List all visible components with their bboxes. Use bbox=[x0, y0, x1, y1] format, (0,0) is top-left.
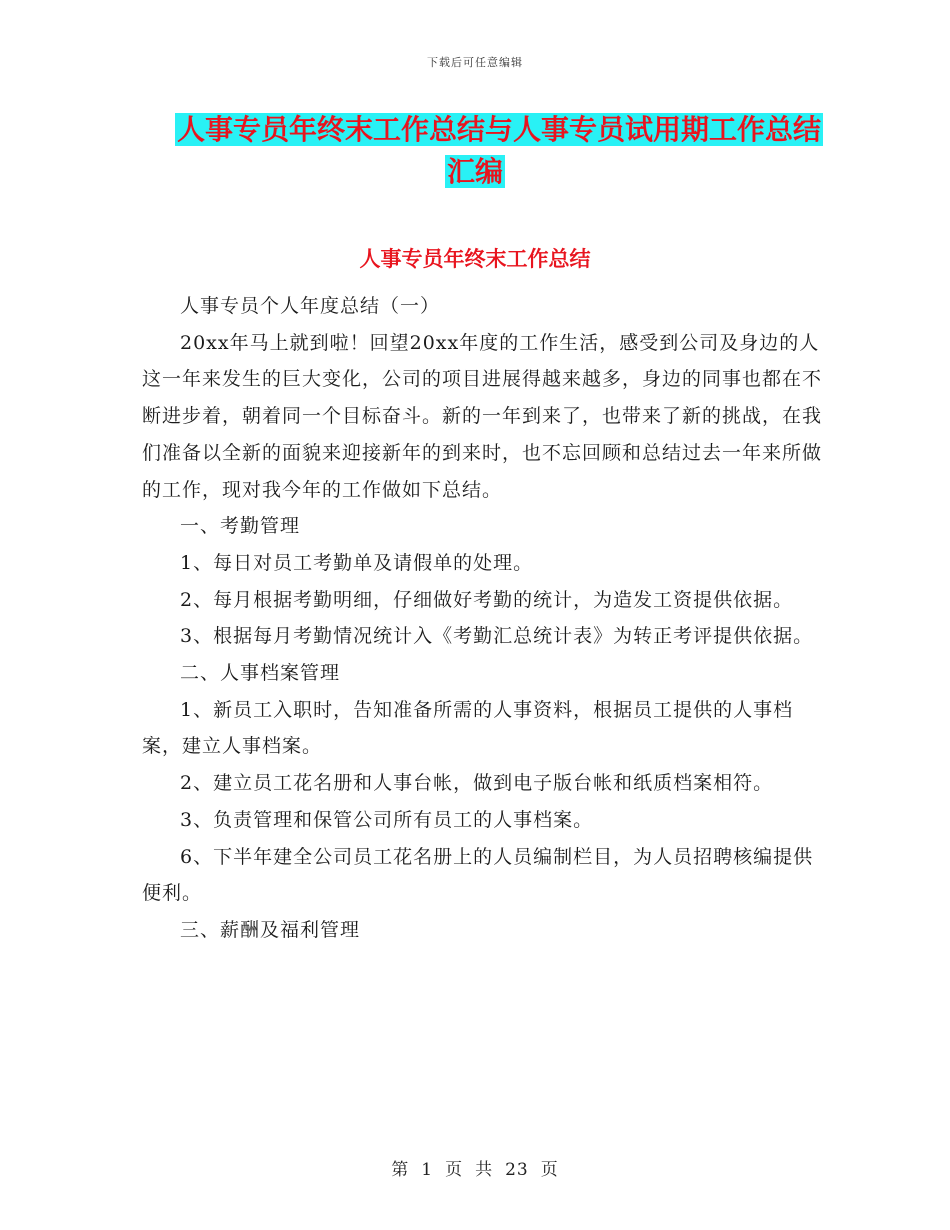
paragraph: 2、每月根据考勤明细，仔细做好考勤的统计，为造发工资提供依据。 bbox=[180, 588, 794, 611]
paragraph: 一、考勤管理 bbox=[180, 515, 301, 538]
document-title-line-2 bbox=[0, 150, 950, 194]
page-footer bbox=[0, 1155, 950, 1180]
paragraph: 二、人事档案管理 bbox=[180, 662, 341, 685]
header-note: 下载后可任意编辑 bbox=[427, 56, 523, 69]
document-title-text-2: 汇编 bbox=[446, 155, 503, 188]
footer-page-number: 1 bbox=[421, 1160, 434, 1180]
footer-page-unit: 页 bbox=[445, 1160, 464, 1180]
paragraph: 人事专员个人年度总结（一） bbox=[180, 295, 441, 317]
paragraph: 3、负责管理和保管公司所有员工的人事档案。 bbox=[180, 808, 594, 831]
paragraph: 3、根据每月考勤情况统计入《考勤汇总统计表》为转正考评提供依据。 bbox=[180, 625, 814, 648]
footer-total-unit: 页 bbox=[540, 1160, 559, 1180]
paragraph: 2、建立员工花名册和人事台帐，做到电子版台帐和纸质档案相符。 bbox=[180, 772, 774, 795]
document-body bbox=[142, 288, 822, 949]
footer-page-label: 第 bbox=[391, 1160, 410, 1180]
document-title-text-1: 人事专员年终末工作总结与人事专员试用期工作总结 bbox=[176, 113, 821, 146]
footer-total-pages: 23 bbox=[505, 1160, 529, 1180]
paragraph: 三、薪酬及福利管理 bbox=[180, 918, 361, 941]
paragraph: 1、每日对员工考勤单及请假单的处理。 bbox=[180, 551, 534, 574]
paragraph: 1、新员工入职时，告知准备所需的人事资料，根据员工提供的人事档案，建立人事档案。 bbox=[142, 698, 794, 758]
footer-total-label: 共 bbox=[475, 1160, 494, 1180]
section-title: 人事专员年终末工作总结 bbox=[359, 247, 591, 271]
document-title-line-1 bbox=[24, 108, 950, 152]
paragraph: 20xx年马上就到啦！回望20xx年度的工作生活，感受到公司及身边的人这一年来发生的巨大变化，公司的项目进展得越来越多，身边的同事也都在不断进步着，朝着同一个目标奋斗。新的一年到来了，也带来了新的挑战，在我们准备以全新的面貌来迎接新年的到来时，也不忘回顾和总结过去一年来所做的工作，现对我今年的工作做如下总结。 bbox=[142, 331, 823, 501]
paragraph: 6、下半年建全公司员工花名册上的人员编制栏目，为人员招聘核编提供便利。 bbox=[142, 845, 814, 905]
